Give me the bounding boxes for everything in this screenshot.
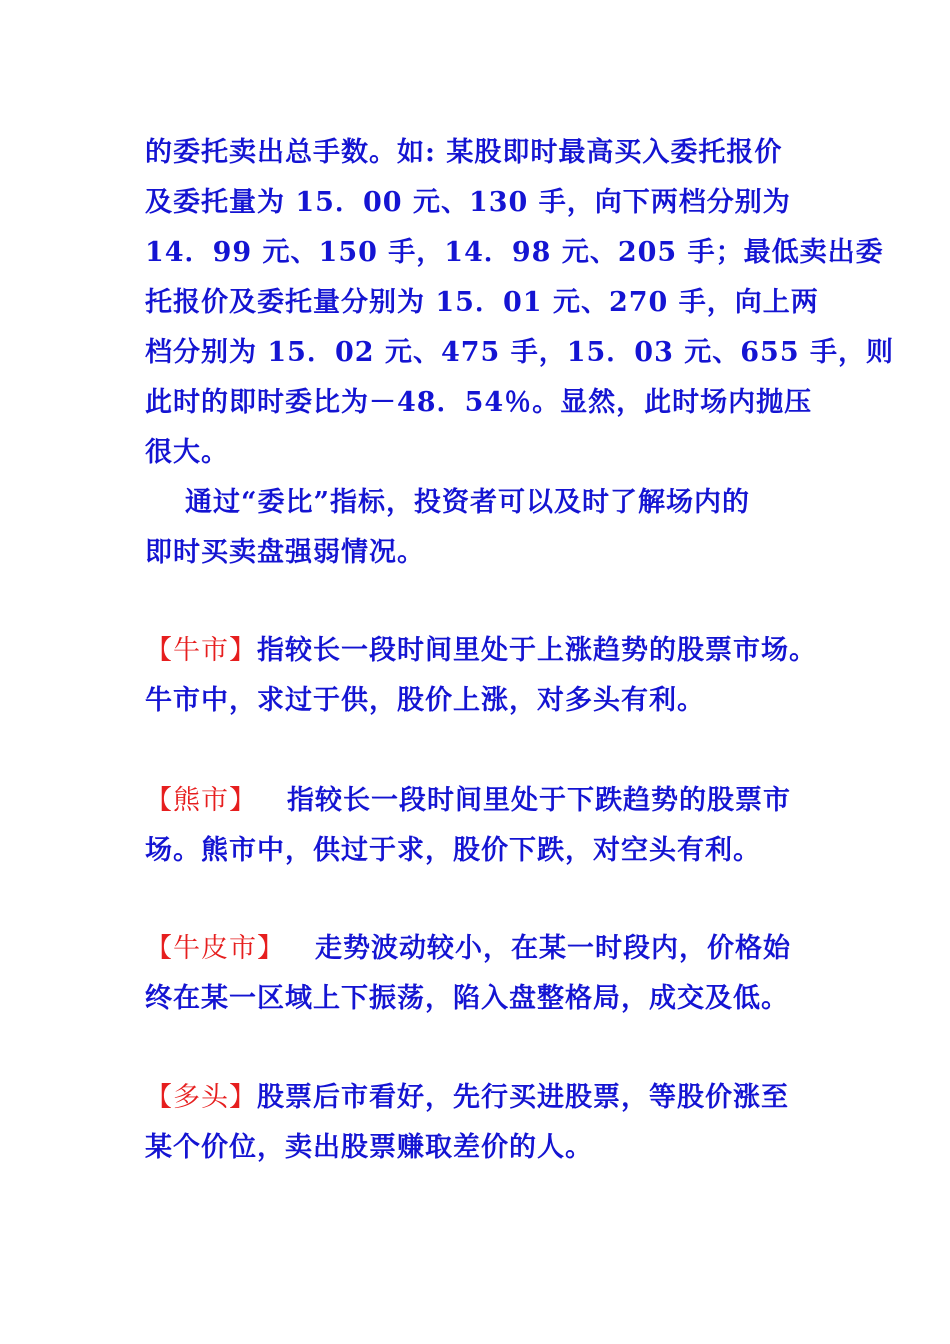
term-line (145, 924, 815, 974)
paragraph-line: 即时买卖盘强弱情况。 (145, 537, 425, 568)
intro-line: 很大。 (145, 437, 229, 468)
intro-line: 的委托卖出总手数。如: 某股即时最高买入委托报价 (145, 137, 783, 168)
term-entry-long-position (145, 1073, 815, 1173)
paragraph-line: 通过“委比”指标，投资者可以及时了解场内的 (185, 487, 751, 518)
term-line (145, 776, 815, 826)
term-label: 【牛皮市】 (145, 933, 285, 964)
intro-line: 及委托量为 15．00 元、130 手，向下两档分别为 (145, 187, 791, 218)
term-line (145, 626, 815, 676)
term-definition: 走势波动较小，在某一时段内，价格始 (315, 933, 791, 964)
intro-line: 14．99 元、150 手，14．98 元、205 手；最低卖出委 (145, 237, 884, 268)
term-definition-continued: 牛市中，求过于供，股价上涨，对多头有利。 (145, 685, 705, 716)
term-label: 【熊市】 (145, 785, 257, 816)
term-label: 【多头】 (145, 1082, 257, 1113)
term-definition-continued: 某个价位，卖出股票赚取差价的人。 (145, 1132, 593, 1163)
intro-line: 此时的即时委比为－48．54％。显然，此时场内抛压 (145, 387, 813, 418)
term-definition: 指较长一段时间里处于上涨趋势的股票市场。 (257, 635, 817, 666)
intro-line: 托报价及委托量分别为 15．01 元、270 手，向上两 (145, 287, 819, 318)
term-line (145, 1073, 815, 1123)
term-entry-sideways-market (145, 924, 815, 1024)
term-definition-continued: 场。熊市中，供过于求，股价下跌，对空头有利。 (145, 835, 761, 866)
term-entry-bear-market (145, 776, 815, 876)
term-definition: 指较长一段时间里处于下跌趋势的股票市 (287, 785, 791, 816)
intro-paragraph (145, 128, 895, 478)
term-definition: 股票后市看好，先行买进股票，等股价涨至 (257, 1082, 789, 1113)
term-entry-bull-market (145, 626, 815, 726)
intro-line: 档分别为 15．02 元、475 手，15．03 元、655 手，则 (145, 337, 895, 368)
term-label: 【牛市】 (145, 635, 257, 666)
commission-ratio-paragraph (145, 478, 815, 578)
term-definition-continued: 终在某一区域上下振荡，陷入盘整格局，成交及低。 (145, 983, 789, 1014)
